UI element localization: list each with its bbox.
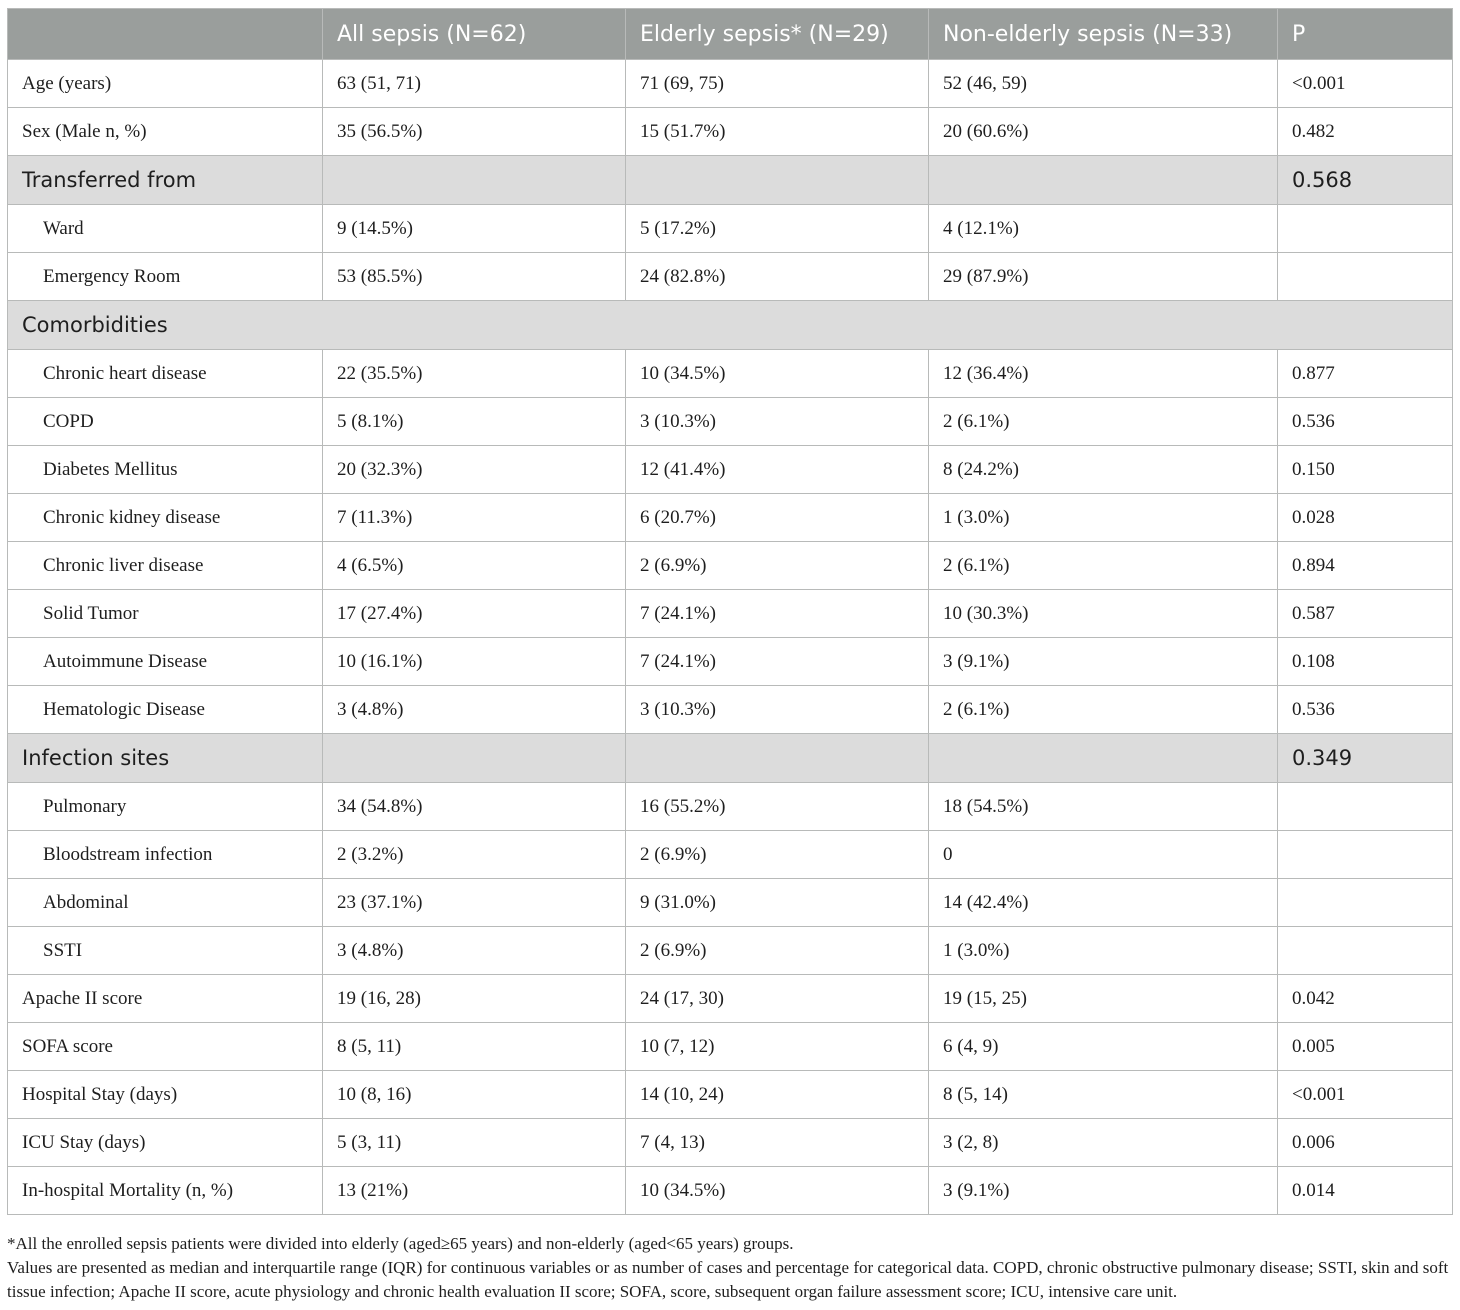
header-all-sepsis: All sepsis (N=62) (323, 9, 626, 60)
cell-variable: ICU Stay (days) (8, 1119, 323, 1167)
cell-non-elderly-sepsis (929, 734, 1278, 783)
table-container (7, 8, 1452, 1215)
table-row (8, 831, 1453, 879)
cell-elderly-sepsis: 3 (10.3%) (626, 398, 929, 446)
cell-p-value (1278, 927, 1453, 975)
cell-p-value (1278, 205, 1453, 253)
cell-p-value: 0.536 (1278, 686, 1453, 734)
table-row (8, 975, 1453, 1023)
cell-variable: Solid Tumor (8, 590, 323, 638)
cell-non-elderly-sepsis: 1 (3.0%) (929, 927, 1278, 975)
cell-elderly-sepsis: 7 (24.1%) (626, 590, 929, 638)
cell-all-sepsis: 53 (85.5%) (323, 253, 626, 301)
cell-all-sepsis: 10 (16.1%) (323, 638, 626, 686)
cell-elderly-sepsis: 7 (24.1%) (626, 638, 929, 686)
table-row (8, 879, 1453, 927)
cell-variable: Apache II score (8, 975, 323, 1023)
cell-non-elderly-sepsis: 2 (6.1%) (929, 398, 1278, 446)
cell-variable: SSTI (8, 927, 323, 975)
cell-variable: Autoimmune Disease (8, 638, 323, 686)
section-title: Infection sites (8, 734, 323, 783)
cell-elderly-sepsis: 2 (6.9%) (626, 542, 929, 590)
section-row (8, 301, 1453, 350)
cell-p-value: 0.482 (1278, 108, 1453, 156)
cell-p-value (1278, 253, 1453, 301)
cell-variable: Pulmonary (8, 783, 323, 831)
table-body (8, 60, 1453, 1215)
cell-p-value (1278, 879, 1453, 927)
table-row (8, 542, 1453, 590)
cell-non-elderly-sepsis: 0 (929, 831, 1278, 879)
cell-variable: Emergency Room (8, 253, 323, 301)
table-row (8, 253, 1453, 301)
cell-p-value: 0.108 (1278, 638, 1453, 686)
cell-variable: Sex (Male n, %) (8, 108, 323, 156)
cell-non-elderly-sepsis: 8 (5, 14) (929, 1071, 1278, 1119)
cell-p-value: 0.006 (1278, 1119, 1453, 1167)
table-row (8, 350, 1453, 398)
cell-non-elderly-sepsis: 3 (9.1%) (929, 1167, 1278, 1215)
cell-all-sepsis (323, 734, 626, 783)
table-row (8, 638, 1453, 686)
cell-all-sepsis: 5 (8.1%) (323, 398, 626, 446)
table-row (8, 108, 1453, 156)
cell-all-sepsis: 20 (32.3%) (323, 446, 626, 494)
table-row (8, 1023, 1453, 1071)
cell-p-value: 0.536 (1278, 398, 1453, 446)
cell-elderly-sepsis: 7 (4, 13) (626, 1119, 929, 1167)
section-row (8, 156, 1453, 205)
cell-elderly-sepsis (626, 734, 929, 783)
cell-non-elderly-sepsis: 12 (36.4%) (929, 350, 1278, 398)
cell-variable: Age (years) (8, 60, 323, 108)
cell-p-value: 0.014 (1278, 1167, 1453, 1215)
cell-variable: Bloodstream infection (8, 831, 323, 879)
cell-p-value: 0.568 (1278, 156, 1453, 205)
cell-variable: Abdominal (8, 879, 323, 927)
cell-all-sepsis: 35 (56.5%) (323, 108, 626, 156)
cell-p-value: 0.150 (1278, 446, 1453, 494)
cell-non-elderly-sepsis: 29 (87.9%) (929, 253, 1278, 301)
cell-variable: Chronic heart disease (8, 350, 323, 398)
cell-elderly-sepsis: 9 (31.0%) (626, 879, 929, 927)
cell-elderly-sepsis: 2 (6.9%) (626, 927, 929, 975)
cell-all-sepsis: 3 (4.8%) (323, 927, 626, 975)
table-row (8, 1119, 1453, 1167)
cell-elderly-sepsis: 2 (6.9%) (626, 831, 929, 879)
table-row (8, 1071, 1453, 1119)
cell-all-sepsis: 8 (5, 11) (323, 1023, 626, 1071)
cell-elderly-sepsis: 5 (17.2%) (626, 205, 929, 253)
cell-elderly-sepsis: 16 (55.2%) (626, 783, 929, 831)
cell-non-elderly-sepsis: 14 (42.4%) (929, 879, 1278, 927)
cell-non-elderly-sepsis: 18 (54.5%) (929, 783, 1278, 831)
table-header-row (8, 9, 1453, 60)
cell-elderly-sepsis: 14 (10, 24) (626, 1071, 929, 1119)
section-title: Transferred from (8, 156, 323, 205)
cell-elderly-sepsis: 24 (17, 30) (626, 975, 929, 1023)
sepsis-characteristics-table (7, 8, 1453, 1215)
cell-variable: Chronic liver disease (8, 542, 323, 590)
section-title: Comorbidities (8, 301, 1453, 350)
cell-p-value: 0.894 (1278, 542, 1453, 590)
cell-all-sepsis: 10 (8, 16) (323, 1071, 626, 1119)
section-row (8, 734, 1453, 783)
footnote-abbreviations: Values are presented as median and interquartile range (IQR) for continuous variables or as number of cases and percentage for categorical data. COPD, chronic obstructive pulmonary disease; SSTI, skin and soft tissue infection; Apache II score, acute physiology and chronic health evaluation II score; SOFA, score, subsequent organ failure assessment score; ICU, intensive care unit. (7, 1258, 1449, 1301)
cell-non-elderly-sepsis: 20 (60.6%) (929, 108, 1278, 156)
cell-p-value: 0.877 (1278, 350, 1453, 398)
cell-elderly-sepsis: 3 (10.3%) (626, 686, 929, 734)
cell-non-elderly-sepsis: 10 (30.3%) (929, 590, 1278, 638)
cell-variable: Diabetes Mellitus (8, 446, 323, 494)
cell-all-sepsis: 5 (3, 11) (323, 1119, 626, 1167)
cell-elderly-sepsis: 12 (41.4%) (626, 446, 929, 494)
cell-non-elderly-sepsis: 52 (46, 59) (929, 60, 1278, 108)
table-row (8, 205, 1453, 253)
table-row (8, 398, 1453, 446)
cell-all-sepsis: 19 (16, 28) (323, 975, 626, 1023)
cell-p-value (1278, 831, 1453, 879)
cell-variable: In-hospital Mortality (n, %) (8, 1167, 323, 1215)
cell-p-value: 0.349 (1278, 734, 1453, 783)
footnote-elderly-definition: *All the enrolled sepsis patients were divided into elderly (aged≥65 years) and non-elderly (aged<65 years) groups. (7, 1234, 794, 1253)
cell-all-sepsis: 17 (27.4%) (323, 590, 626, 638)
cell-all-sepsis: 7 (11.3%) (323, 494, 626, 542)
cell-elderly-sepsis: 15 (51.7%) (626, 108, 929, 156)
cell-all-sepsis: 2 (3.2%) (323, 831, 626, 879)
cell-variable: Hematologic Disease (8, 686, 323, 734)
cell-p-value: 0.042 (1278, 975, 1453, 1023)
cell-non-elderly-sepsis: 1 (3.0%) (929, 494, 1278, 542)
header-variable (8, 9, 323, 60)
cell-elderly-sepsis: 24 (82.8%) (626, 253, 929, 301)
cell-variable: COPD (8, 398, 323, 446)
cell-non-elderly-sepsis: 3 (2, 8) (929, 1119, 1278, 1167)
cell-p-value: 0.587 (1278, 590, 1453, 638)
cell-p-value: 0.028 (1278, 494, 1453, 542)
cell-non-elderly-sepsis: 2 (6.1%) (929, 686, 1278, 734)
header-non-elderly-sepsis: Non-elderly sepsis (N=33) (929, 9, 1278, 60)
header-elderly-sepsis: Elderly sepsis* (N=29) (626, 9, 929, 60)
header-p-value: P (1278, 9, 1453, 60)
table-row (8, 783, 1453, 831)
cell-variable: Ward (8, 205, 323, 253)
cell-all-sepsis: 23 (37.1%) (323, 879, 626, 927)
cell-non-elderly-sepsis (929, 156, 1278, 205)
cell-all-sepsis: 3 (4.8%) (323, 686, 626, 734)
cell-all-sepsis: 4 (6.5%) (323, 542, 626, 590)
cell-non-elderly-sepsis: 6 (4, 9) (929, 1023, 1278, 1071)
cell-variable: Chronic kidney disease (8, 494, 323, 542)
cell-p-value: 0.005 (1278, 1023, 1453, 1071)
cell-non-elderly-sepsis: 19 (15, 25) (929, 975, 1278, 1023)
cell-elderly-sepsis: 6 (20.7%) (626, 494, 929, 542)
cell-all-sepsis: 63 (51, 71) (323, 60, 626, 108)
cell-all-sepsis: 13 (21%) (323, 1167, 626, 1215)
cell-elderly-sepsis: 10 (34.5%) (626, 1167, 929, 1215)
cell-non-elderly-sepsis: 4 (12.1%) (929, 205, 1278, 253)
table-row (8, 494, 1453, 542)
table-row (8, 1167, 1453, 1215)
cell-variable: Hospital Stay (days) (8, 1071, 323, 1119)
cell-all-sepsis (323, 156, 626, 205)
cell-elderly-sepsis: 10 (34.5%) (626, 350, 929, 398)
cell-non-elderly-sepsis: 8 (24.2%) (929, 446, 1278, 494)
cell-non-elderly-sepsis: 2 (6.1%) (929, 542, 1278, 590)
table-row (8, 446, 1453, 494)
cell-p-value (1278, 783, 1453, 831)
footnotes (7, 1232, 1457, 1304)
cell-p-value: <0.001 (1278, 60, 1453, 108)
table-row (8, 590, 1453, 638)
cell-elderly-sepsis (626, 156, 929, 205)
table-row (8, 927, 1453, 975)
cell-all-sepsis: 34 (54.8%) (323, 783, 626, 831)
cell-all-sepsis: 9 (14.5%) (323, 205, 626, 253)
cell-elderly-sepsis: 10 (7, 12) (626, 1023, 929, 1071)
cell-elderly-sepsis: 71 (69, 75) (626, 60, 929, 108)
cell-p-value: <0.001 (1278, 1071, 1453, 1119)
cell-all-sepsis: 22 (35.5%) (323, 350, 626, 398)
table-row (8, 60, 1453, 108)
cell-non-elderly-sepsis: 3 (9.1%) (929, 638, 1278, 686)
table-row (8, 686, 1453, 734)
cell-variable: SOFA score (8, 1023, 323, 1071)
